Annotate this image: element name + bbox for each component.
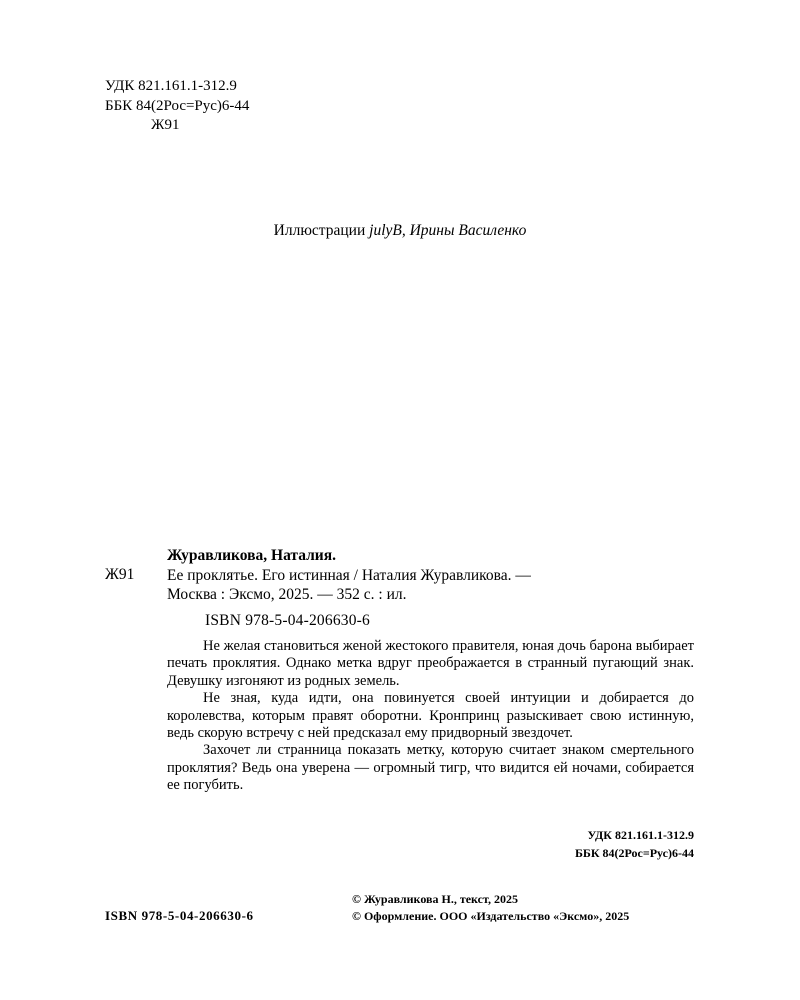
annotation-paragraph: Захочет ли странница показать метку, которую считает знаком смертельного проклятия? Ведь она уверена — огромный тигр, что видится ей ночами, собирается ее погубить. (167, 742, 694, 794)
bibliographic-record (167, 546, 531, 605)
isbn-line: ISBN 978-5-04-206630-6 (205, 612, 370, 629)
classification-repeat (575, 826, 694, 862)
illustrator-names: julyB, Ирины Василенко (369, 222, 527, 239)
illustrations-prefix: Иллюстрации (273, 222, 370, 239)
bibliographic-author-mark: Ж91 (105, 566, 135, 583)
isbn-footer: ISBN 978-5-04-206630-6 (105, 908, 254, 923)
copyright-design: © Оформление. ООО «Издательство «Эксмо», 2025 (352, 909, 630, 923)
udk-code: УДК 821.161.1-312.9 (105, 78, 237, 94)
publication-statement: Москва : Эксмо, 2025. — 352 с. : ил. (167, 586, 407, 603)
bbk-code: ББК 84(2Рос=Рус)6-44 (105, 97, 250, 114)
annotation (167, 638, 694, 795)
udk-code-repeat: УДК 821.161.1-312.9 (587, 828, 694, 842)
author-heading: Журавликова, Наталия. (167, 547, 337, 564)
annotation-paragraph: Не желая становиться женой жестокого правителя, юная дочь барона выбирает печать проклятия. Однако метка вдруг преображается в странный пугающий знак. Девушку изгоняют из родных земель. (167, 638, 694, 689)
annotation-paragraph: Не зная, куда идти, она повинуется своей интуиции и добирается до королевства, которым правят оборотни. Кронпринц разыскивает свою истинную, ведь скорую встречу с ней предсказал ему придворный звездочет. (167, 690, 694, 742)
copyright-text: © Журавликова Н., текст, 2025 (352, 892, 518, 906)
classification-codes (105, 77, 249, 136)
bbk-code-repeat: ББК 84(2Рос=Рус)6-44 (574, 846, 694, 860)
copyright-notices (352, 891, 629, 925)
title-statement: Ее проклятье. Его истинная / Наталия Журавликова. — (167, 566, 531, 584)
author-mark: Ж91 (151, 117, 180, 133)
illustrations-credit (0, 222, 800, 240)
